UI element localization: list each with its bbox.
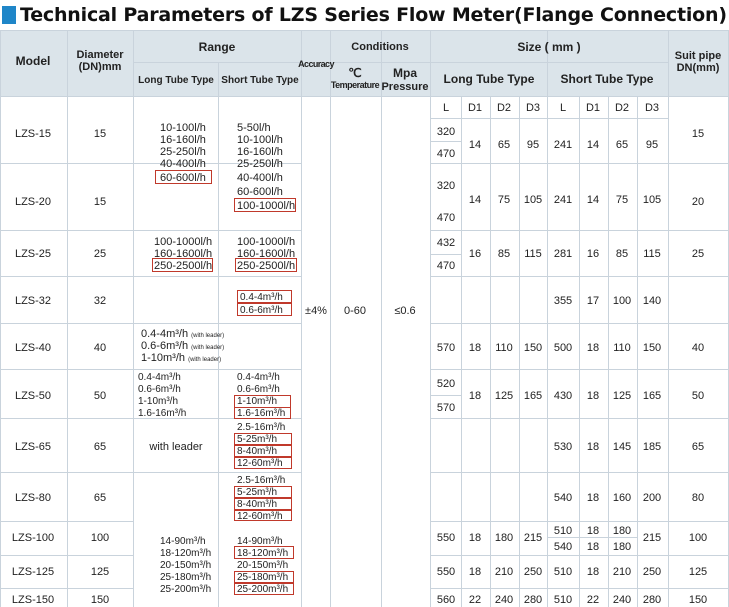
range-item: 25-200m³/h xyxy=(237,584,289,595)
leader-note: (with leader) xyxy=(191,333,225,339)
range-item: 5-50l/h xyxy=(237,122,271,134)
size-cell: 140 xyxy=(642,295,662,307)
range-item: 18-120m³/h xyxy=(237,548,289,559)
size-cell: 18 xyxy=(586,525,600,537)
size-cell: 14 xyxy=(586,139,600,151)
size-cell: 570 xyxy=(436,342,456,354)
range-item: 250-2500l/h xyxy=(154,260,213,272)
size-cell: 241 xyxy=(553,139,573,151)
model-cell: LZS-80 xyxy=(14,492,52,504)
size-cell: 16 xyxy=(468,248,482,260)
size-cell: 280 xyxy=(642,594,662,606)
dim-header: D2 xyxy=(496,102,512,114)
size-cell: 22 xyxy=(586,594,600,606)
temperature-value: 0-60 xyxy=(343,305,367,317)
range-item: 250-2500l/h xyxy=(237,260,296,272)
page-title: Technical Parameters of LZS Series Flow Meter(Flange Connection) xyxy=(20,4,727,26)
size-cell: 470 xyxy=(436,212,456,224)
range-item: 20-150m³/h xyxy=(160,560,212,571)
size-cell: 18 xyxy=(586,390,600,402)
size-cell: 150 xyxy=(523,342,543,354)
header-short-tube: Short Tube Type xyxy=(221,75,299,86)
title-bar xyxy=(2,2,727,28)
size-cell: 510 xyxy=(553,594,573,606)
dim-header: D1 xyxy=(467,102,483,114)
range-item: 40-400l/h xyxy=(160,158,206,170)
range-item: 0.6-6m³/h xyxy=(240,305,283,316)
size-cell: 215 xyxy=(642,532,662,544)
size-cell: 240 xyxy=(612,594,632,606)
range-item: 60-600l/h xyxy=(237,186,283,198)
range-item: 100-1000l/h xyxy=(237,236,296,248)
size-cell: 500 xyxy=(553,342,573,354)
size-cell: 432 xyxy=(436,237,456,249)
dn-cell: 25 xyxy=(93,248,107,260)
dn-cell: 100 xyxy=(90,532,110,544)
range-item: 25-250l/h xyxy=(237,158,283,170)
size-cell: 180 xyxy=(612,541,632,553)
size-cell: 115 xyxy=(524,248,542,260)
suit-cell: 15 xyxy=(691,128,705,140)
range-item: 14-90m³/h xyxy=(237,536,283,547)
size-cell: 280 xyxy=(523,594,543,606)
range-item-value: 0.6-6m³/h xyxy=(141,340,189,352)
size-cell: 150 xyxy=(642,342,662,354)
size-cell: 18 xyxy=(468,342,482,354)
size-cell: 145 xyxy=(612,441,632,453)
dn-cell: 65 xyxy=(93,441,107,453)
suit-cell: 80 xyxy=(691,492,705,504)
size-cell: 470 xyxy=(436,260,456,272)
size-cell: 281 xyxy=(553,248,573,260)
size-cell: 125 xyxy=(494,390,514,402)
header-size: Size ( mm ) xyxy=(517,40,581,54)
suit-cell: 150 xyxy=(688,594,708,606)
size-cell: 18 xyxy=(468,532,482,544)
size-cell: 355 xyxy=(553,295,573,307)
size-cell: 75 xyxy=(497,194,511,206)
model-cell: LZS-150 xyxy=(11,594,55,606)
model-cell: LZS-125 xyxy=(11,566,55,578)
size-cell: 105 xyxy=(642,194,662,206)
range-item: 12-60m³/h xyxy=(237,458,283,469)
dn-cell: 32 xyxy=(93,295,107,307)
range-item: 1.6-16m³/h xyxy=(138,408,187,419)
range-item: 0.6-6m³/h xyxy=(138,384,181,395)
size-cell: 22 xyxy=(468,594,482,606)
range-item: 2.5-16m³/h xyxy=(237,475,286,486)
size-cell: 430 xyxy=(553,390,573,402)
size-cell: 210 xyxy=(612,566,632,578)
header-range: Range xyxy=(198,40,236,54)
header-size-short: Short Tube Type xyxy=(560,72,654,86)
size-cell: 95 xyxy=(645,139,659,151)
size-cell: 14 xyxy=(468,139,482,151)
suit-cell: 50 xyxy=(691,390,705,402)
header-temp-unit: ℃ xyxy=(348,66,362,80)
size-cell: 540 xyxy=(553,541,573,553)
suit-cell: 125 xyxy=(688,566,708,578)
range-item: 18-120m³/h xyxy=(160,548,212,559)
range-item: 10-100l/h xyxy=(160,122,206,134)
header-pressure: Pressure xyxy=(381,81,429,93)
range-item: 0.6-6m³/h xyxy=(237,384,280,395)
range-item: 100-1000l/h xyxy=(237,200,296,212)
range-item: 100-1000l/h xyxy=(154,236,213,248)
dim-header: L xyxy=(559,102,567,114)
header-suit-pipe: Suit pipe DN(mm) xyxy=(674,50,722,75)
range-item: 8-40m³/h xyxy=(237,446,278,457)
range-item: 160-1600l/h xyxy=(237,248,296,260)
dn-cell: 125 xyxy=(90,566,110,578)
size-cell: 215 xyxy=(523,532,543,544)
size-cell: 85 xyxy=(497,248,511,260)
size-cell: 110 xyxy=(613,342,631,354)
size-cell: 185 xyxy=(642,441,662,453)
header-accuracy: Accuracy xyxy=(298,59,334,69)
size-cell: 250 xyxy=(523,566,543,578)
range-item: 40-400l/h xyxy=(237,172,283,184)
size-cell: 240 xyxy=(494,594,514,606)
range-item: 25-250l/h xyxy=(160,146,206,158)
header-long-tube: Long Tube Type xyxy=(138,75,214,86)
size-cell: 125 xyxy=(612,390,632,402)
size-cell: 540 xyxy=(553,492,573,504)
size-cell: 75 xyxy=(615,194,629,206)
size-cell: 18 xyxy=(468,390,482,402)
dim-header: D3 xyxy=(525,102,541,114)
size-cell: 180 xyxy=(494,532,514,544)
size-cell: 16 xyxy=(586,248,600,260)
range-item: 5-25m³/h xyxy=(237,434,278,445)
size-cell: 180 xyxy=(612,525,632,537)
size-cell: 18 xyxy=(468,566,482,578)
range-item: 0.4-4m³/h xyxy=(138,372,181,383)
size-cell: 470 xyxy=(436,148,456,160)
leader-note: (with leader) xyxy=(191,345,225,351)
suit-cell: 20 xyxy=(691,196,705,208)
size-cell: 241 xyxy=(553,194,573,206)
size-cell: 18 xyxy=(586,441,600,453)
range-item: 1.6-16m³/h xyxy=(237,408,286,419)
model-cell: LZS-100 xyxy=(11,532,55,544)
with-leader-note: with leader xyxy=(149,441,203,453)
size-cell: 165 xyxy=(523,390,543,402)
size-cell: 320 xyxy=(436,126,456,138)
header-temperature: Temperature xyxy=(330,80,380,90)
size-cell: 550 xyxy=(436,532,456,544)
size-cell: 14 xyxy=(586,194,600,206)
accuracy-value: ±4% xyxy=(305,305,327,317)
dim-header: D2 xyxy=(614,102,630,114)
size-cell: 65 xyxy=(615,139,629,151)
size-cell: 14 xyxy=(468,194,482,206)
dn-cell: 15 xyxy=(93,128,107,140)
size-cell: 320 xyxy=(436,180,456,192)
range-item-value: 1-10m³/h xyxy=(141,352,186,364)
range-item: 0.4-4m³/h xyxy=(240,292,283,303)
size-cell: 570 xyxy=(436,402,456,414)
size-cell: 18 xyxy=(586,492,600,504)
range-item: 8-40m³/h xyxy=(237,499,278,510)
dim-header: D3 xyxy=(644,102,660,114)
dn-cell: 65 xyxy=(93,492,107,504)
range-item: 12-60m³/h xyxy=(237,511,283,522)
size-cell: 95 xyxy=(526,139,540,151)
size-cell: 18 xyxy=(586,342,600,354)
model-cell: LZS-65 xyxy=(14,441,52,453)
range-item: 160-1600l/h xyxy=(154,248,213,260)
range-item: 1-10m³/h xyxy=(138,396,179,407)
range-item: 20-150m³/h xyxy=(237,560,289,571)
size-cell: 510 xyxy=(553,566,573,578)
header-conditions: Conditions xyxy=(351,41,409,53)
size-cell: 160 xyxy=(612,492,632,504)
range-item xyxy=(141,328,224,340)
size-cell: 530 xyxy=(553,441,573,453)
model-cell: LZS-50 xyxy=(14,390,52,402)
header-mpa: Mpa xyxy=(393,66,417,80)
range-item: 14-90m³/h xyxy=(160,536,206,547)
dim-header: D1 xyxy=(585,102,601,114)
size-cell: 110 xyxy=(495,342,513,354)
size-cell: 17 xyxy=(586,295,600,307)
range-item: 1-10m³/h xyxy=(237,396,278,407)
header-size-long: Long Tube Type xyxy=(443,72,535,86)
range-item xyxy=(141,340,224,352)
dn-cell: 50 xyxy=(93,390,107,402)
range-item: 25-180m³/h xyxy=(237,572,289,583)
pressure-value: ≤0.6 xyxy=(394,305,416,317)
range-item: 60-600l/h xyxy=(160,172,206,184)
range-item xyxy=(141,352,221,364)
range-item: 16-160l/h xyxy=(160,134,206,146)
dn-cell: 15 xyxy=(93,196,107,208)
range-item: 5-25m³/h xyxy=(237,487,278,498)
dn-cell: 150 xyxy=(90,594,110,606)
suit-cell: 65 xyxy=(691,441,705,453)
range-item-value: 0.4-4m³/h xyxy=(141,328,189,340)
leader-note: (with leader) xyxy=(188,357,222,363)
size-cell: 550 xyxy=(436,566,456,578)
size-cell: 165 xyxy=(642,390,662,402)
model-cell: LZS-32 xyxy=(14,295,52,307)
range-item: 0.4-4m³/h xyxy=(237,372,280,383)
size-cell: 250 xyxy=(642,566,662,578)
title-square-icon xyxy=(2,6,16,24)
size-cell: 105 xyxy=(523,194,543,206)
model-cell: LZS-20 xyxy=(14,196,52,208)
model-cell: LZS-15 xyxy=(14,128,52,140)
header-diameter: Diameter (DN)mm xyxy=(76,49,124,74)
size-cell: 520 xyxy=(436,378,456,390)
range-item: 16-160l/h xyxy=(237,146,283,158)
size-cell: 65 xyxy=(497,139,511,151)
size-cell: 18 xyxy=(586,566,600,578)
suit-cell: 100 xyxy=(688,532,708,544)
dim-header: L xyxy=(442,102,450,114)
size-cell: 85 xyxy=(615,248,629,260)
header-model: Model xyxy=(15,54,51,68)
suit-cell: 40 xyxy=(691,342,705,354)
suit-cell: 25 xyxy=(691,248,705,260)
size-cell: 560 xyxy=(436,594,456,606)
size-cell: 210 xyxy=(494,566,514,578)
range-item: 25-180m³/h xyxy=(160,572,212,583)
model-cell: LZS-40 xyxy=(14,342,52,354)
size-cell: 115 xyxy=(643,248,661,260)
range-item: 10-100l/h xyxy=(237,134,283,146)
size-cell: 510 xyxy=(553,525,573,537)
dn-cell: 40 xyxy=(93,342,107,354)
size-cell: 18 xyxy=(586,541,600,553)
size-cell: 100 xyxy=(612,295,632,307)
size-cell: 200 xyxy=(642,492,662,504)
range-item: 2.5-16m³/h xyxy=(237,422,286,433)
range-item: 25-200m³/h xyxy=(160,584,212,595)
model-cell: LZS-25 xyxy=(14,248,52,260)
